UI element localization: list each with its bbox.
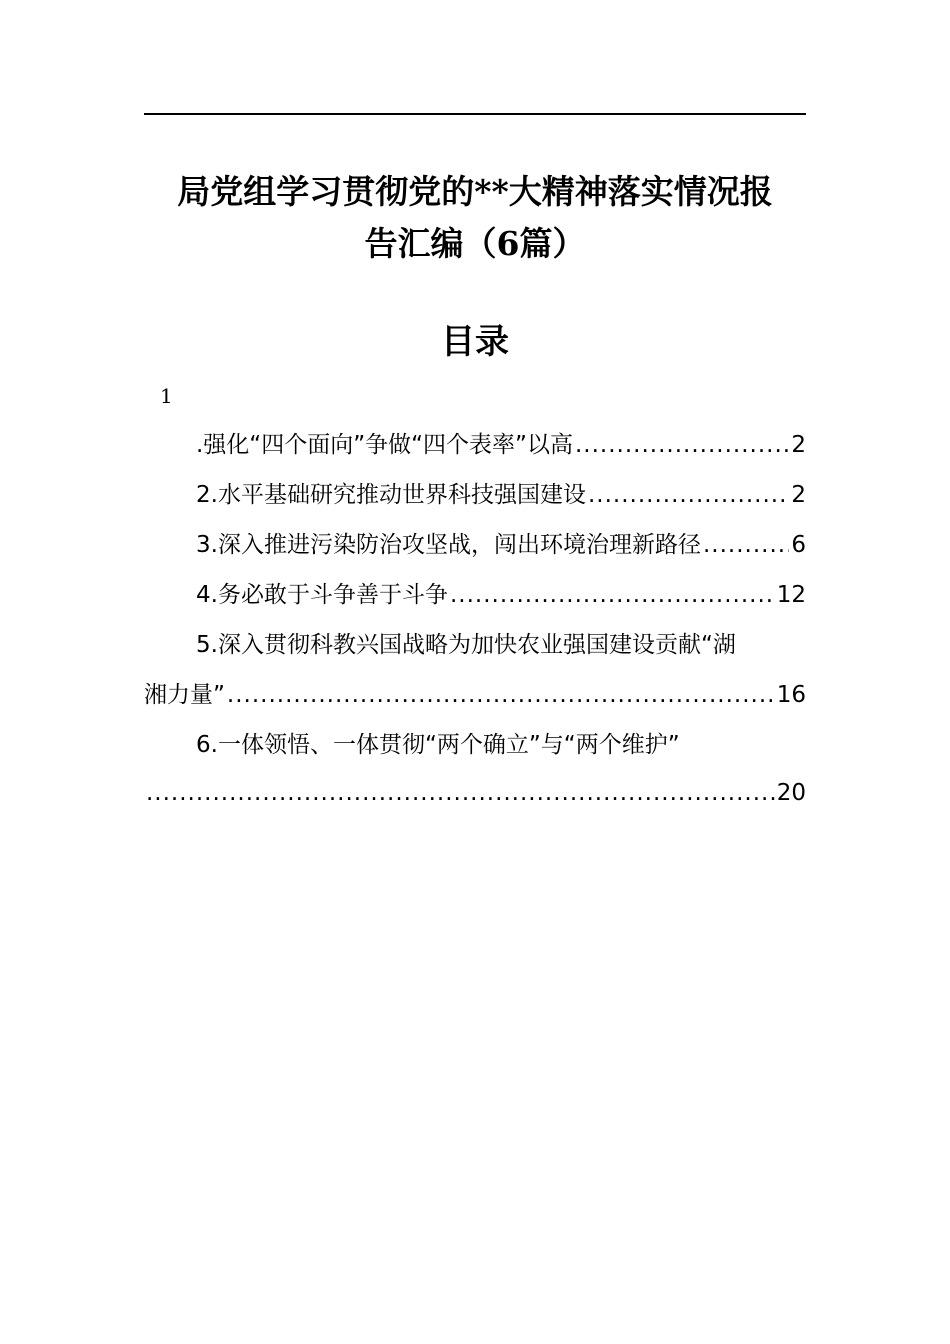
header-rule	[144, 113, 806, 115]
document-title	[144, 166, 806, 270]
toc-entry-page: 2	[791, 482, 806, 508]
toc-entry-page: 2	[791, 432, 806, 458]
stray-page-number: 1	[160, 384, 173, 408]
toc-entry-page: 16	[776, 682, 806, 708]
toc-leader-dots	[703, 520, 789, 570]
toc-entry-title: 2.水平基础研究推动世界科技强国建设	[196, 482, 586, 508]
toc-entry[interactable]	[144, 470, 806, 520]
toc-entry-page: 20	[776, 780, 806, 806]
document-title-line-1: 局党组学习贯彻党的**大精神落实情况报	[177, 172, 773, 211]
toc-entry[interactable]	[144, 768, 806, 818]
toc-entry[interactable]	[144, 420, 806, 470]
toc-entry[interactable]	[144, 520, 806, 570]
document-title-line-2: 告汇编（6篇）	[364, 224, 586, 263]
toc-entry[interactable]	[144, 670, 806, 720]
toc-entry-title-line-1[interactable]: 5.深入贯彻科教兴国战略为加快农业强国建设贡献“湖	[196, 632, 736, 658]
toc-leader-dots	[450, 570, 775, 620]
toc-entry-title: 4.务必敢于斗争善于斗争	[196, 582, 448, 608]
toc-entry-page: 6	[791, 532, 806, 558]
toc-leader-dots	[575, 420, 789, 470]
toc-entry[interactable]	[144, 570, 806, 620]
toc-leader-dots	[146, 768, 775, 818]
toc-entry-title: 3.深入推进污染防治攻坚战，闯出环境治理新路径	[196, 532, 701, 558]
toc-entry-title-line-1[interactable]: 6.一体领悟、一体贯彻“两个确立”与“两个维护”	[196, 732, 680, 758]
toc-entry-title: .强化“四个面向”争做“四个表率”以高	[196, 432, 573, 458]
toc-entry-title-line-2: 湘力量”	[144, 682, 225, 708]
toc-heading: 目录	[441, 322, 509, 362]
toc-entry-page: 12	[776, 582, 806, 608]
toc-leader-dots	[588, 470, 789, 520]
toc-leader-dots	[227, 670, 775, 720]
